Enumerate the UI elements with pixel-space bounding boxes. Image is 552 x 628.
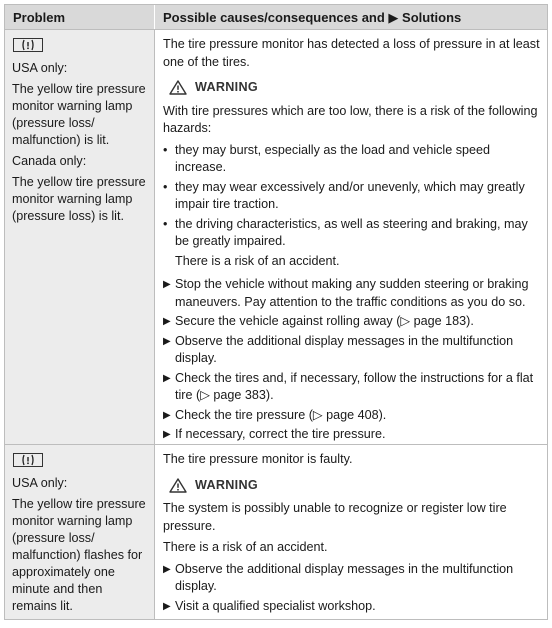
problem-text: Canada only: <box>12 154 87 168</box>
warning-label: WARNING <box>195 80 258 94</box>
solution-cell <box>154 445 547 619</box>
table-header <box>4 4 548 30</box>
warning-heading <box>163 79 541 97</box>
tire-pressure-warning-icon <box>13 453 43 467</box>
intro-text: The tire pressure monitor has detected a loss of pressure in at least one of the tires. <box>163 37 540 69</box>
header-problem: Problem <box>13 10 66 25</box>
risk-text: There is a risk of an accident. <box>175 253 340 268</box>
risk-text: There is a risk of an accident. <box>163 540 328 554</box>
table-row <box>4 445 548 620</box>
problem-text: The yellow tire pressure monitor warning lamp (pressure loss) is lit. <box>12 175 146 223</box>
list-item: ▶ If necessary, correct the tire pressure. <box>163 427 386 441</box>
warning-triangle-icon <box>169 80 187 95</box>
warning-text: The system is possibly unable to recognize or register low tire pressure. <box>163 501 507 533</box>
intro-text: The tire pressure monitor is faulty. <box>163 452 353 466</box>
list-item: • the driving characteristics, as well as steering and braking, may be greatly impaired. <box>163 216 528 248</box>
header-solutions: Possible causes/consequences and ▶ Solutions <box>154 5 547 29</box>
list-item: ▶ Observe the additional display messages in the multifunction display. <box>163 561 514 593</box>
problem-cell <box>5 445 154 619</box>
list-item: ▶ Check the tire pressure (▷ page 408). <box>163 407 387 422</box>
warning-text: With tire pressures which are too low, there is a risk of the following hazards: <box>163 103 538 135</box>
problem-text: The yellow tire pressure monitor warning lamp (pressure loss/ malfunction) flashes for approximately one minute and then remains lit. <box>12 497 146 613</box>
list-item: ▶ Visit a qualified specialist workshop. <box>163 598 376 613</box>
problem-text: The yellow tire pressure monitor warning lamp (pressure loss/ malfunction) is lit. <box>12 82 146 147</box>
warning-label: WARNING <box>195 477 258 492</box>
list-item: ▶ Secure the vehicle against rolling away (▷ page 183). <box>163 314 474 328</box>
list-item: ▶ Check the tires and, if necessary, follow the instructions for a flat tire (▷ page 383). <box>163 370 534 402</box>
problem-text: USA only: <box>12 476 68 490</box>
list-item: ▶ Stop the vehicle without making any sudden steering or braking maneuvers. Pay attention to the traffic conditions as you do so. <box>163 277 529 309</box>
problem-cell <box>5 30 154 444</box>
list-item: • they may burst, especially as the load and vehicle speed increase. <box>163 142 491 174</box>
warning-triangle-icon <box>169 478 187 493</box>
tire-pressure-warning-icon <box>13 38 43 52</box>
list-item: ▶ Observe the additional display messages in the multifunction display. <box>163 333 514 365</box>
problem-text: USA only: <box>12 61 68 75</box>
solution-cell <box>154 30 547 444</box>
table-row <box>4 30 548 445</box>
list-item: • they may wear excessively and/or unevenly, which may greatly impair tire traction. <box>163 179 525 211</box>
troubleshooting-table <box>4 4 548 620</box>
warning-heading <box>163 477 541 495</box>
